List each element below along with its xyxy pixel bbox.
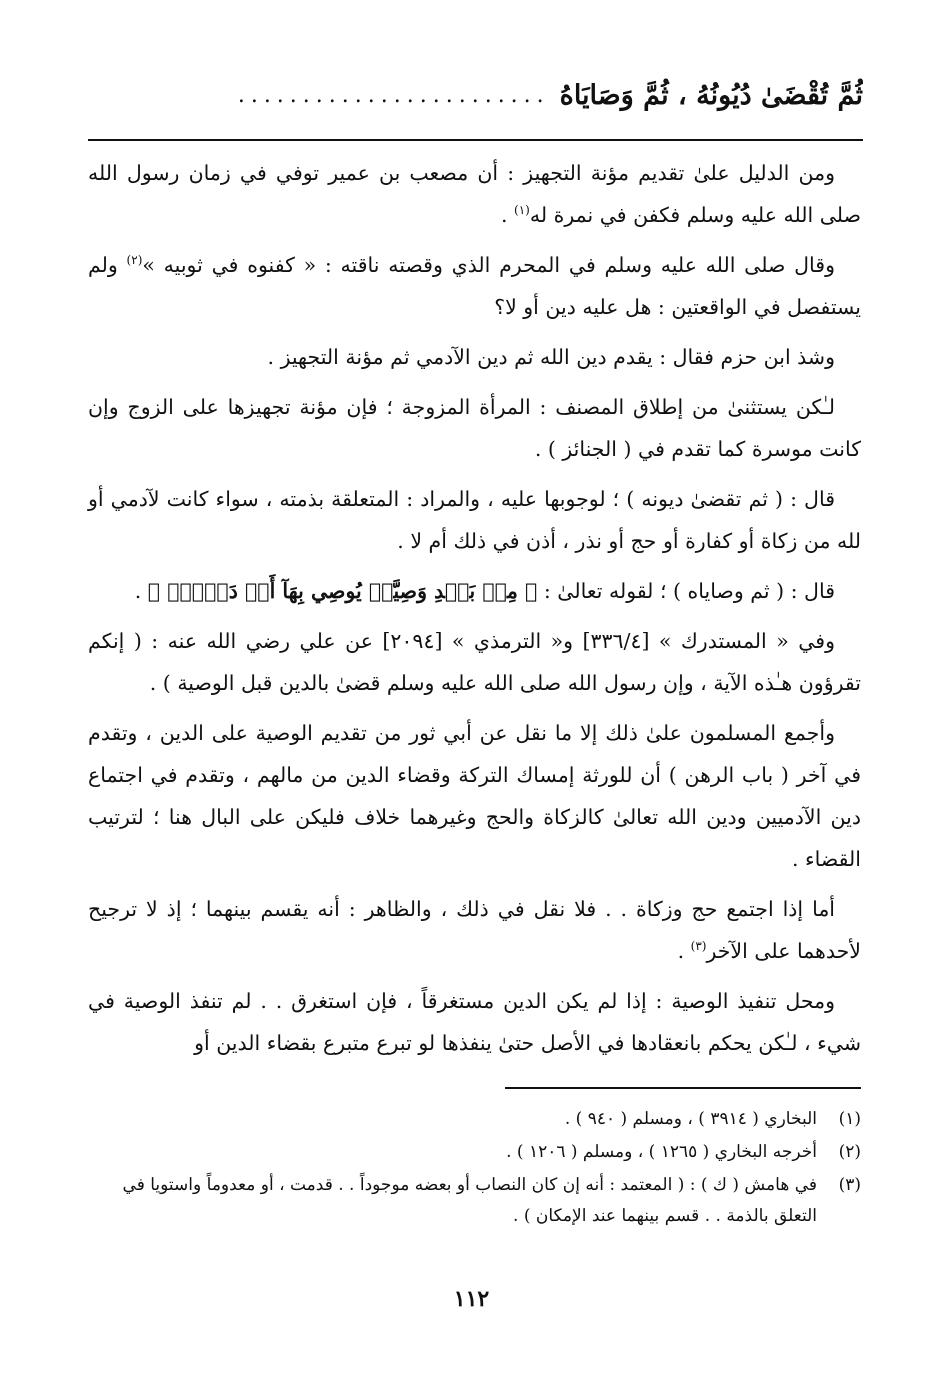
paragraph-1 xyxy=(88,152,861,236)
paragraph-9-text: أما إذا اجتمع حج وزكاة . . فلا نقل في ذلك ، والظاهر : أنه يقسم بينهما ؛ إذ لا ترجيح لأحدهما على الآخر xyxy=(88,897,861,963)
paragraph-1-end: . xyxy=(500,203,515,227)
paragraph-6 xyxy=(88,570,861,612)
paragraph-6-end: . xyxy=(134,579,148,603)
footnote-ref-3: (٣) xyxy=(690,939,707,954)
running-header-title: ثُمَّ تُقْضَىٰ دُيُونُهُ ، ثُمَّ وَصَايَاهُ xyxy=(559,79,863,111)
paragraph-10: ومحل تنفيذ الوصية : إذا لم يكن الدين مستغرقاً ، فإن استغرق . . لم تنفذ الوصية في شيء ، لـٰكن يحكم بانعقادها في الأصل حتىٰ ينفذها لو تبرع متبرع بقضاء الدين أو xyxy=(88,989,861,1055)
paragraph-5: قال : ( ثم تقضىٰ ديونه ) ؛ لوجوبها عليه ، والمراد : المتعلقة بذمته ، سواء كانت لآدمي أو لله من زكاة أو كفارة أو حج أو نذر ، أذن في ذلك أم لا . xyxy=(88,487,861,553)
footnote-ref-1: (١) xyxy=(514,203,530,218)
quran-verse: ﴿ مِنۢ بَعۡدِ وَصِيَّةٖ يُوصِي بِهَآ أَوۡ دَيۡنٍۗ ﴾ xyxy=(147,579,538,603)
page-number: ١١٢ xyxy=(453,1286,490,1312)
paragraph-4: لـٰكن يستثنىٰ من إطلاق المصنف : المرأة المزوجة ؛ فإن مؤنة تجهيزها على الزوج وإن كانت موسرة كما تقدم في ( الجنائز ) . xyxy=(88,395,861,461)
footnote-number: (٢) xyxy=(838,1142,861,1162)
footnote-number: (١) xyxy=(838,1109,861,1129)
footnote-1 xyxy=(88,1104,861,1135)
paragraph-2-text-a: وقال صلى الله عليه وسلم في المحرم الذي وقصته ناقته : « كفنوه في ثوبيه » xyxy=(142,253,836,277)
footnotes xyxy=(88,1104,861,1234)
footnote-number: (٣) xyxy=(838,1175,861,1195)
running-header-dots: ........................ xyxy=(237,82,550,108)
paragraph-9-end: . xyxy=(677,939,691,963)
paragraph-3: وشذ ابن حزم فقال : يقدم دين الله ثم دين الآدمي ثم مؤنة التجهيز . xyxy=(267,345,835,369)
running-header xyxy=(88,66,863,124)
paragraph-1-text: ومن الدليل علىٰ تقديم مؤنة التجهيز : أن مصعب بن عمير توفي في زمان رسول الله صلى الله عليه وسلم فكفن في نمرة له xyxy=(88,161,861,227)
paragraph-9 xyxy=(88,888,861,972)
footnote-rule xyxy=(505,1087,861,1089)
paragraph-2 xyxy=(88,244,861,328)
footnote-3 xyxy=(88,1170,861,1232)
body-text xyxy=(88,152,861,1070)
footnote-ref-2: (٢) xyxy=(126,253,143,268)
paragraph-6-text: قال : ( ثم وصاياه ) ؛ لقوله تعالىٰ : xyxy=(537,579,835,603)
paragraph-7: وفي « المستدرك » [٣٣٦/٤] و« الترمذي » [٢٠٩٤] عن علي رضي الله عنه : ( إنكم تقرؤون هـٰذه الآية ، وإن رسول الله صلى الله عليه وسلم قضىٰ بالدين قبل الوصية ) . xyxy=(88,629,861,695)
footnote-text: أخرجه البخاري ( ١٢٦٥ ) ، ومسلم ( ١٢٠٦ ) . xyxy=(506,1142,817,1162)
header-rule xyxy=(88,139,863,141)
footnote-text: البخاري ( ٣٩١٤ ) ، ومسلم ( ٩٤٠ ) . xyxy=(564,1109,817,1129)
paragraph-2-text-b: ولم يستفصل في الواقعتين : هل عليه دين أو لا؟ xyxy=(88,253,861,319)
footnote-text: في هامش ( ك ) : ( المعتمد : أنه إن كان النصاب أو بعضه موجوداً . . قدمت ، أو معدوماً واستويا في التعلق بالذمة . . قسم بينهما عند الإمكان ) . xyxy=(122,1175,817,1226)
footnote-2 xyxy=(88,1137,861,1168)
paragraph-8: وأجمع المسلمون علىٰ ذلك إلا ما نقل عن أبي ثور من تقديم الوصية على الدين ، وتقدم في آخر ( باب الرهن ) أن للورثة إمساك التركة وقضاء الدين من مالهم ، وتقدم في اجتماع دين الآدميين ودين الله تعالىٰ كالزكاة والحج وغيرهما خلاف فليكن على البال هنا ؛ لترتيب القضاء . xyxy=(88,721,861,871)
